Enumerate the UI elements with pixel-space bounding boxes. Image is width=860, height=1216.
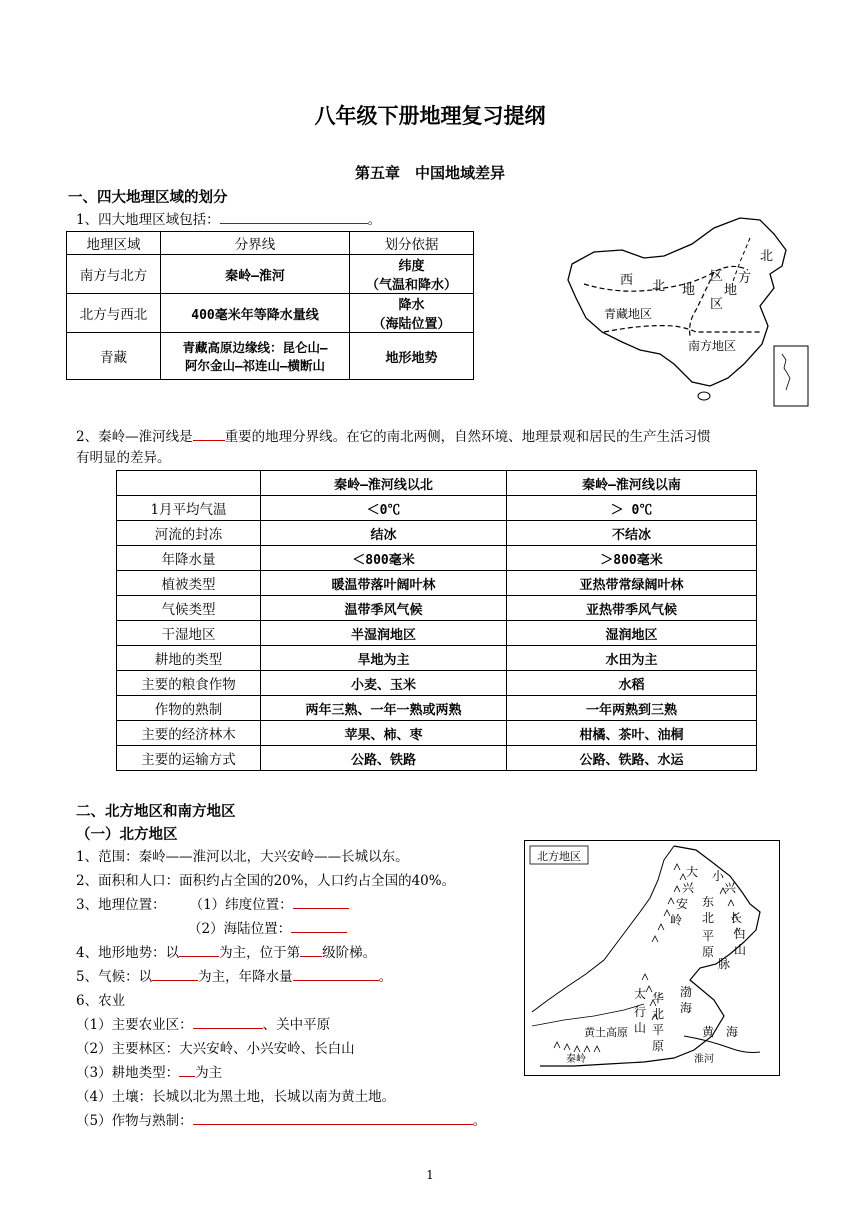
answer-blank[interactable]	[193, 427, 225, 441]
answer-blank[interactable]	[220, 210, 368, 224]
question-1	[76, 210, 381, 230]
south-cell: 柑橘、茶叶、油桐	[507, 721, 757, 746]
answer-blank[interactable]	[293, 967, 379, 981]
answer-blank[interactable]	[179, 1063, 195, 1077]
map-label: 太	[634, 987, 647, 1001]
map-label: 行	[634, 1005, 647, 1019]
map-label: 北	[760, 249, 774, 264]
north-line-4	[76, 943, 376, 963]
south-cell: 公路、铁路、水运	[507, 746, 757, 771]
line-text: 、关中平原	[262, 1017, 331, 1033]
table-row	[117, 571, 757, 596]
page-title: 八年级下册地理复习提纲	[314, 104, 546, 128]
map-label: 兴	[682, 881, 695, 895]
map-label: 岭	[670, 913, 683, 927]
row-label-cell: 年降水量	[117, 546, 261, 571]
table-row	[117, 746, 757, 771]
line-text: （5）作物与熟制：	[76, 1113, 193, 1129]
line-text: （1）主要农业区：	[76, 1017, 193, 1033]
table-header-row	[67, 232, 474, 255]
answer-blank[interactable]	[293, 895, 349, 909]
boundary-cell	[161, 333, 350, 380]
map-label: 渤	[680, 985, 693, 999]
south-cell: ＞ 0℃	[507, 496, 757, 521]
basis-cell	[350, 294, 474, 333]
table-row	[117, 621, 757, 646]
answer-blank[interactable]	[291, 919, 347, 933]
north-line-11	[76, 1111, 486, 1131]
map-label: 长	[730, 911, 743, 925]
row-label-cell: 主要的粮食作物	[117, 671, 261, 696]
row-label-cell: 干湿地区	[117, 621, 261, 646]
map-label: 脉	[718, 957, 731, 971]
table-row	[117, 721, 757, 746]
map-label: 小	[712, 869, 725, 883]
row-label-cell: 1月平均气温	[117, 496, 261, 521]
map-label: 青藏地区	[604, 307, 653, 321]
basis-line: 纬度	[398, 259, 425, 274]
map-title: 北方地区	[537, 850, 581, 863]
map-label: 西	[620, 273, 634, 288]
north-line-3b	[188, 919, 347, 939]
map-label: 山	[734, 943, 747, 957]
regions-table	[66, 231, 474, 380]
table-row	[117, 696, 757, 721]
north-line-9	[76, 1063, 222, 1083]
table-header: 地理区域	[67, 232, 161, 255]
map-label: 黄 海	[702, 1025, 739, 1039]
south-cell: 湿润地区	[507, 621, 757, 646]
answer-blank[interactable]	[179, 943, 219, 957]
map-label: 区	[710, 269, 724, 284]
table-header-row	[117, 471, 757, 496]
table-header: 划分依据	[350, 232, 474, 255]
question-2-text: 2、秦岭—淮河线是	[76, 429, 193, 445]
table-row	[117, 521, 757, 546]
region-cell: 南方与北方	[67, 255, 161, 294]
north-cell: 两年三熟、一年一熟或两熟	[261, 696, 507, 721]
north-cell: 结冰	[261, 521, 507, 546]
question-1-text: 1、四大地理区域包括：	[76, 212, 220, 228]
answer-blank[interactable]	[152, 967, 198, 981]
answer-blank[interactable]	[193, 1015, 263, 1029]
north-line-1: 1、范围：秦岭——淮河以北，大兴安岭——长城以东。	[76, 849, 409, 865]
line-text: 3、地理位置：	[76, 897, 166, 913]
map-label: 原	[702, 945, 715, 959]
row-label-cell: 河流的封冻	[117, 521, 261, 546]
line-text: （1）纬度位置：	[189, 897, 293, 913]
table-row	[67, 294, 474, 333]
row-label-cell: 作物的熟制	[117, 696, 261, 721]
map-label: 方	[738, 271, 752, 286]
question-1-suffix: 。	[367, 212, 382, 228]
region-cell: 北方与西北	[67, 294, 161, 333]
line-text: 为主	[195, 1065, 223, 1081]
line-text: 为主，年降水量	[198, 969, 293, 985]
answer-blank[interactable]	[193, 1111, 473, 1125]
question-2-text: 重要的地理分界线。在它的南北两侧，自然环境、地理景观和居民的生产生活习惯	[224, 429, 711, 445]
map-label: 安	[676, 897, 689, 911]
map-label: 东	[702, 895, 715, 909]
line-text: 级阶梯。	[322, 945, 377, 961]
map-label: 秦岭	[566, 1054, 586, 1065]
page-number: 1	[426, 1168, 434, 1182]
north-line-3	[76, 895, 349, 915]
boundary-line: 青藏高原边缘线：昆仑山–	[182, 340, 328, 355]
map-label: 平	[652, 1023, 665, 1037]
north-line-5	[76, 967, 392, 987]
table-row	[117, 546, 757, 571]
north-cell: 旱地为主	[261, 646, 507, 671]
boundary-cell: 秦岭—淮河	[161, 255, 350, 294]
south-cell: ＞800毫米	[507, 546, 757, 571]
table-row	[117, 646, 757, 671]
map-label: 区	[710, 297, 724, 312]
map-label: 原	[652, 1039, 665, 1053]
row-label-cell: 主要的运输方式	[117, 746, 261, 771]
line-text: 为主，位于第	[219, 945, 301, 961]
north-region-map	[524, 840, 780, 1076]
map-label: 北	[652, 1007, 665, 1021]
map-label: 兴	[724, 881, 737, 895]
north-line-6: 6、农业	[76, 993, 126, 1009]
north-cell: 小麦、玉米	[261, 671, 507, 696]
south-cell: 亚热带常绿阔叶林	[507, 571, 757, 596]
south-cell: 亚热带季风气候	[507, 596, 757, 621]
region-cell: 青藏	[67, 333, 161, 380]
south-cell: 水稻	[507, 671, 757, 696]
north-cell: 暖温带落叶阔叶林	[261, 571, 507, 596]
north-line-7	[76, 1015, 330, 1035]
map-label: 北	[652, 279, 666, 294]
answer-blank[interactable]	[300, 943, 322, 957]
boundary-cell: 400毫米年等降水量线	[161, 294, 350, 333]
basis-line: （气温和降水）	[365, 278, 457, 293]
table-row	[67, 255, 474, 294]
question-2-cont: 有明显的差异。	[76, 450, 171, 466]
line-text: 。	[472, 1113, 487, 1129]
north-cell: 温带季风气候	[261, 596, 507, 621]
table-row	[117, 596, 757, 621]
china-regions-map	[564, 214, 812, 410]
map-label: 平	[702, 929, 715, 943]
map-label: 大	[686, 865, 699, 879]
north-cell: ＜0℃	[261, 496, 507, 521]
section-heading-1: 一、四大地理区域的划分	[68, 190, 228, 206]
table-header: 分界线	[161, 232, 350, 255]
map-label: 海	[680, 1001, 693, 1015]
row-label-cell: 耕地的类型	[117, 646, 261, 671]
map-label: 白	[734, 927, 747, 941]
map-label: 地	[682, 283, 696, 298]
basis-line: 降水	[398, 298, 425, 313]
line-text: 5、气候：以	[76, 969, 153, 985]
subsection-heading: （一）北方地区	[76, 827, 178, 843]
north-line-2: 2、面积和人口：面积约占全国的20%，人口约占全国的40%。	[76, 873, 456, 889]
basis-cell	[350, 255, 474, 294]
south-cell: 一年两熟到三熟	[507, 696, 757, 721]
row-label-cell: 主要的经济林木	[117, 721, 261, 746]
table-row	[67, 333, 474, 380]
table-header	[117, 471, 261, 496]
north-cell: 苹果、柿、枣	[261, 721, 507, 746]
table-row	[117, 671, 757, 696]
map-label: 华	[652, 991, 665, 1005]
map-label: 淮河	[694, 1054, 714, 1065]
row-label-cell: 气候类型	[117, 596, 261, 621]
line-text: （2）海陆位置：	[188, 921, 292, 937]
north-cell: 半湿润地区	[261, 621, 507, 646]
south-cell: 不结冰	[507, 521, 757, 546]
line-text: 4、地形地势：以	[76, 945, 180, 961]
line-text: （3）耕地类型：	[76, 1065, 180, 1081]
north-cell: 公路、铁路	[261, 746, 507, 771]
table-header: 秦岭—淮河线以南	[507, 471, 757, 496]
row-label-cell: 植被类型	[117, 571, 261, 596]
north-line-8: （2）主要林区：大兴安岭、小兴安岭、长白山	[76, 1041, 355, 1057]
chapter-title: 第五章 中国地域差异	[354, 164, 505, 182]
north-line-10: （4）土壤：长城以北为黑土地，长城以南为黄土地。	[76, 1089, 396, 1105]
map-label: 山	[634, 1021, 647, 1035]
table-header: 秦岭—淮河线以北	[261, 471, 507, 496]
question-2	[76, 427, 711, 447]
section-heading-2: 二、北方地区和南方地区	[76, 804, 236, 820]
basis-cell: 地形地势	[350, 333, 474, 380]
qinling-comparison-table	[116, 470, 757, 771]
map-label: 地	[724, 283, 738, 298]
south-cell: 水田为主	[507, 646, 757, 671]
north-cell: ＜800毫米	[261, 546, 507, 571]
table-row	[117, 496, 757, 521]
map-label: 黄土高原	[584, 1026, 628, 1039]
basis-line: （海陆位置）	[372, 317, 451, 332]
boundary-line: 阿尔金山–祁连山–横断山	[184, 358, 326, 373]
map-label: 南方地区	[688, 339, 737, 353]
line-text: 。	[378, 969, 393, 985]
map-label: 北	[702, 911, 715, 925]
